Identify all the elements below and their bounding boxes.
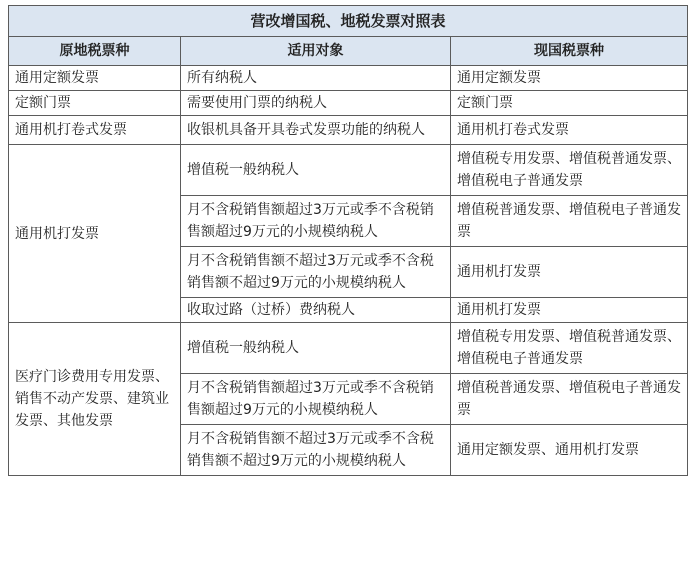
table-title: 营改增国税、地税发票对照表 xyxy=(9,6,688,37)
cell-new-type: 通用机打卷式发票 xyxy=(451,116,688,145)
cell-applicable: 月不含税销售额超过3万元或季不含税销售额超过9万元的小规模纳税人 xyxy=(181,196,451,247)
header-applicable-object: 适用对象 xyxy=(181,37,451,66)
table-row xyxy=(9,145,688,196)
header-new-invoice-type: 现国税票种 xyxy=(451,37,688,66)
cell-new-type: 定额门票 xyxy=(451,91,688,116)
header-row xyxy=(9,37,688,66)
cell-applicable: 月不含税销售额超过3万元或季不含税销售额超过9万元的小规模纳税人 xyxy=(181,374,451,425)
cell-new-type: 通用机打发票 xyxy=(451,298,688,323)
table-row xyxy=(9,66,688,91)
cell-new-type: 增值税专用发票、增值税普通发票、增值税电子普通发票 xyxy=(451,145,688,196)
cell-applicable: 所有纳税人 xyxy=(181,66,451,91)
cell-new-type: 通用定额发票、通用机打发票 xyxy=(451,425,688,476)
cell-old-type: 通用定额发票 xyxy=(9,66,181,91)
cell-new-type: 增值税专用发票、增值税普通发票、增值税电子普通发票 xyxy=(451,323,688,374)
header-old-invoice-type: 原地税票种 xyxy=(9,37,181,66)
cell-new-type: 增值税普通发票、增值税电子普通发票 xyxy=(451,196,688,247)
cell-applicable: 收取过路（过桥）费纳税人 xyxy=(181,298,451,323)
cell-applicable: 月不含税销售额不超过3万元或季不含税销售额不超过9万元的小规模纳税人 xyxy=(181,247,451,298)
cell-applicable: 增值税一般纳税人 xyxy=(181,323,451,374)
cell-applicable: 收银机具备开具卷式发票功能的纳税人 xyxy=(181,116,451,145)
cell-old-type: 通用机打卷式发票 xyxy=(9,116,181,145)
cell-applicable: 月不含税销售额不超过3万元或季不含税销售额不超过9万元的小规模纳税人 xyxy=(181,425,451,476)
title-row xyxy=(9,6,688,37)
table-row xyxy=(9,323,688,374)
cell-new-type: 通用定额发票 xyxy=(451,66,688,91)
invoice-comparison-table xyxy=(8,5,688,476)
cell-applicable: 增值税一般纳税人 xyxy=(181,145,451,196)
cell-old-type: 医疗门诊费用专用发票、销售不动产发票、建筑业发票、其他发票 xyxy=(9,323,181,476)
table-row xyxy=(9,91,688,116)
cell-old-type: 通用机打发票 xyxy=(9,145,181,323)
cell-new-type: 通用机打发票 xyxy=(451,247,688,298)
table-row xyxy=(9,116,688,145)
cell-old-type: 定额门票 xyxy=(9,91,181,116)
cell-applicable: 需要使用门票的纳税人 xyxy=(181,91,451,116)
cell-new-type: 增值税普通发票、增值税电子普通发票 xyxy=(451,374,688,425)
